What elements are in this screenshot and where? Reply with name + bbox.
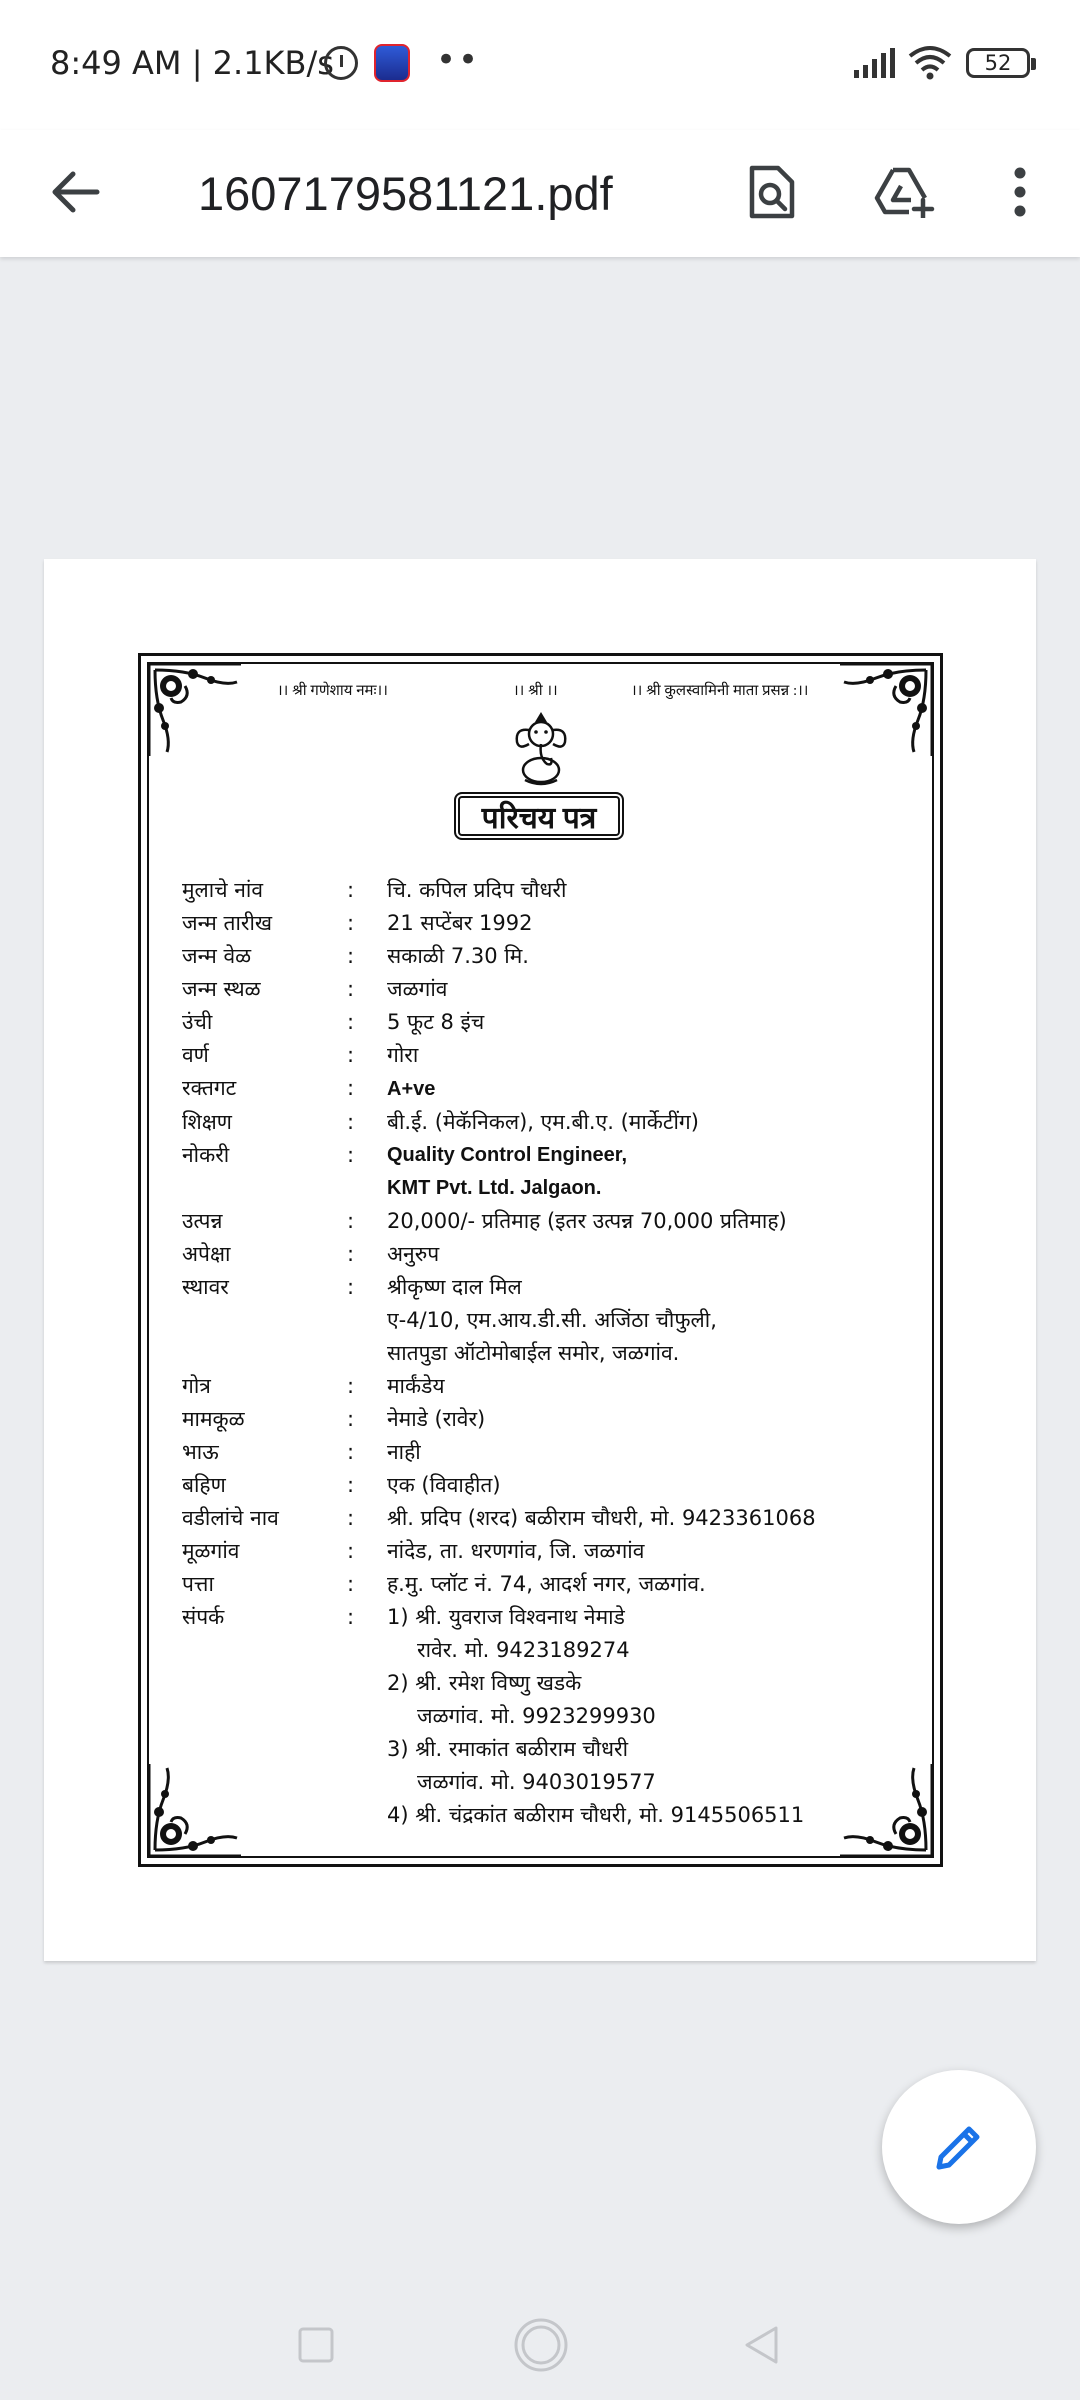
contact-line: रावेर. मो. 9423189274 <box>417 1638 630 1662</box>
detail-label: उत्पन्न <box>182 1209 223 1233</box>
detail-colon: : <box>347 1242 355 1266</box>
detail-row-blood-group <box>182 1072 942 1106</box>
detail-row-native-place <box>182 1535 942 1568</box>
add-to-drive-button[interactable] <box>864 152 944 232</box>
detail-row-education <box>182 1106 942 1139</box>
app-bar <box>0 130 1080 257</box>
detail-row-contact <box>182 1601 942 1832</box>
circle-icon <box>513 2317 569 2373</box>
triangle-back-icon <box>743 2325 779 2365</box>
detail-row-maternal-family <box>182 1403 942 1436</box>
invocation-shri: ।। श्री ।। <box>513 683 558 699</box>
signal-icon <box>852 46 896 80</box>
document-search-icon <box>748 164 796 220</box>
detail-colon: : <box>347 1605 355 1629</box>
find-in-document-button[interactable] <box>732 152 812 232</box>
home-button[interactable] <box>506 2310 576 2380</box>
detail-label: बहिण <box>182 1473 226 1497</box>
detail-row-property <box>182 1271 942 1370</box>
corner-ornament-icon <box>836 660 936 760</box>
detail-value-wrap <box>387 1139 942 1205</box>
detail-value-line: सातपुडा ऑटोमोबाईल समोर, जळगांव. <box>387 1341 680 1365</box>
detail-value: बी.ई. (मेकॅनिकल), एम.बी.ए. (मार्केटींग) <box>387 1110 699 1134</box>
more-notifications-icon: •• <box>436 40 481 80</box>
detail-colon: : <box>347 1209 355 1233</box>
detail-label: जन्म स्थळ <box>182 977 261 1001</box>
detail-row-birth-place <box>182 973 942 1006</box>
edit-fab-button[interactable] <box>882 2070 1036 2224</box>
detail-value: नांदेड, ता. धरणगांव, जि. जळगांव <box>387 1539 645 1563</box>
invocation-ganesha: ।। श्री गणेशाय नमः।। <box>277 683 388 699</box>
detail-label: अपेक्षा <box>182 1242 231 1266</box>
invocation-kulswamini: ।। श्री कुलस्वामिनी माता प्रसन्न :।। <box>631 683 809 699</box>
detail-value: सकाळी 7.30 मि. <box>387 944 529 968</box>
recents-button[interactable] <box>281 2310 351 2380</box>
detail-colon: : <box>347 1440 355 1464</box>
biodata-details <box>182 874 942 1832</box>
detail-label: मामकूळ <box>182 1407 245 1431</box>
detail-row-address <box>182 1568 942 1601</box>
detail-colon: : <box>347 1110 355 1134</box>
detail-row-expectation <box>182 1238 942 1271</box>
status-bar <box>0 0 1080 130</box>
detail-colon: : <box>347 1374 355 1398</box>
detail-value-line: ए-4/10, एम.आय.डी.सी. अजिंठा चौफुली, <box>387 1308 717 1332</box>
detail-colon: : <box>347 1076 355 1100</box>
ganesha-icon <box>509 708 573 788</box>
detail-row-height <box>182 1006 942 1039</box>
alarm-icon <box>324 46 358 80</box>
status-time-speed: 8:49 AM | 2.1KB/s <box>50 44 334 82</box>
system-back-button[interactable] <box>726 2310 796 2380</box>
detail-colon: : <box>347 944 355 968</box>
app-notification-icon <box>374 44 410 82</box>
square-icon <box>298 2327 334 2363</box>
biodata-border <box>138 653 943 1867</box>
contact-line: जळगांव. मो. 9403019577 <box>417 1770 656 1794</box>
detail-label: मुलाचे नांव <box>182 878 264 902</box>
detail-label: रक्तगट <box>182 1076 237 1100</box>
detail-value: अनुरुप <box>387 1242 440 1266</box>
detail-value: चि. कपिल प्रदिप चौधरी <box>387 878 567 902</box>
detail-value: 20,000/- प्रतिमाह (इतर उत्पन्न 70,000 प्रतिमाह) <box>387 1209 787 1233</box>
pencil-icon <box>931 2119 987 2175</box>
detail-value: जळगांव <box>387 977 448 1001</box>
detail-value-wrap <box>387 1271 942 1370</box>
detail-value: नेमाडे (रावेर) <box>387 1407 486 1431</box>
detail-label: संपर्क <box>182 1605 225 1629</box>
detail-value: एक (विवाहीत) <box>387 1473 501 1497</box>
detail-value-line: KMT Pvt. Ltd. Jalgaon. <box>387 1177 602 1199</box>
more-options-button[interactable] <box>980 152 1060 232</box>
contact-line: 2) श्री. रमेश विष्णु खडके <box>387 1671 582 1695</box>
more-vert-icon <box>1013 167 1027 217</box>
detail-colon: : <box>347 878 355 902</box>
detail-row-gotra <box>182 1370 942 1403</box>
detail-value: 21 सप्टेंबर 1992 <box>387 911 533 935</box>
detail-value: श्री. प्रदिप (शरद) बळीराम चौधरी, मो. 9423361068 <box>387 1506 816 1530</box>
detail-colon: : <box>347 1473 355 1497</box>
detail-value: A+ve <box>387 1078 436 1100</box>
corner-ornament-icon <box>145 660 245 760</box>
drive-add-icon <box>873 166 935 218</box>
detail-label: उंची <box>182 1010 213 1034</box>
detail-label: स्थावर <box>182 1275 229 1299</box>
contact-line: 3) श्री. रमाकांत बळीराम चौधरी <box>387 1737 629 1761</box>
detail-label: नोकरी <box>182 1143 230 1167</box>
detail-label: मूळगांव <box>182 1539 240 1563</box>
detail-row-brother <box>182 1436 942 1469</box>
detail-label: जन्म वेळ <box>182 944 252 968</box>
contact-line: 1) श्री. युवराज विश्वनाथ नेमाडे <box>387 1605 625 1629</box>
detail-value-line: Quality Control Engineer, <box>387 1144 628 1166</box>
document-heading: परिचय पत्र <box>454 792 624 840</box>
detail-label: गोत्र <box>182 1374 211 1398</box>
detail-value-wrap <box>387 1072 942 1106</box>
detail-label: पत्ता <box>182 1572 214 1596</box>
contact-line: जळगांव. मो. 9923299930 <box>417 1704 656 1728</box>
detail-row-father <box>182 1502 942 1535</box>
detail-value: ह.मु. प्लॉट नं. 74, आदर्श नगर, जळगांव. <box>387 1572 706 1596</box>
system-nav-bar <box>0 2290 1080 2400</box>
detail-row-dob <box>182 907 942 940</box>
wifi-icon <box>908 44 952 80</box>
detail-colon: : <box>347 1043 355 1067</box>
detail-label: भाऊ <box>182 1440 219 1464</box>
detail-label: शिक्षण <box>182 1110 232 1134</box>
detail-row-income <box>182 1205 942 1238</box>
detail-colon: : <box>347 1275 355 1299</box>
arrow-left-icon <box>51 170 101 214</box>
detail-row-complexion <box>182 1039 942 1072</box>
pdf-page[interactable] <box>44 559 1036 1961</box>
detail-value-line: श्रीकृष्ण दाल मिल <box>387 1275 522 1299</box>
detail-colon: : <box>347 977 355 1001</box>
detail-colon: : <box>347 911 355 935</box>
detail-colon: : <box>347 1572 355 1596</box>
detail-label: जन्म तारीख <box>182 911 273 935</box>
detail-value: गोरा <box>387 1043 419 1067</box>
detail-colon: : <box>347 1143 355 1167</box>
detail-value-wrap <box>387 1601 942 1832</box>
detail-row-job <box>182 1139 942 1205</box>
detail-value: 5 फूट 8 इंच <box>387 1010 485 1034</box>
detail-row-birth-time <box>182 940 942 973</box>
detail-value: नाही <box>387 1440 421 1464</box>
file-name-title: 1607179581121.pdf <box>198 167 613 220</box>
detail-value: मार्कंडेय <box>387 1374 445 1398</box>
detail-colon: : <box>347 1539 355 1563</box>
back-button[interactable] <box>36 152 116 232</box>
detail-colon: : <box>347 1407 355 1431</box>
detail-colon: : <box>347 1506 355 1530</box>
detail-label: वडीलांचे नाव <box>182 1506 279 1530</box>
battery-icon: 52 <box>966 48 1030 78</box>
detail-row-name <box>182 874 942 907</box>
detail-row-sister <box>182 1469 942 1502</box>
contact-line: 4) श्री. चंद्रकांत बळीराम चौधरी, मो. 9145506511 <box>387 1803 805 1827</box>
detail-colon: : <box>347 1010 355 1034</box>
detail-label: वर्ण <box>182 1043 209 1067</box>
